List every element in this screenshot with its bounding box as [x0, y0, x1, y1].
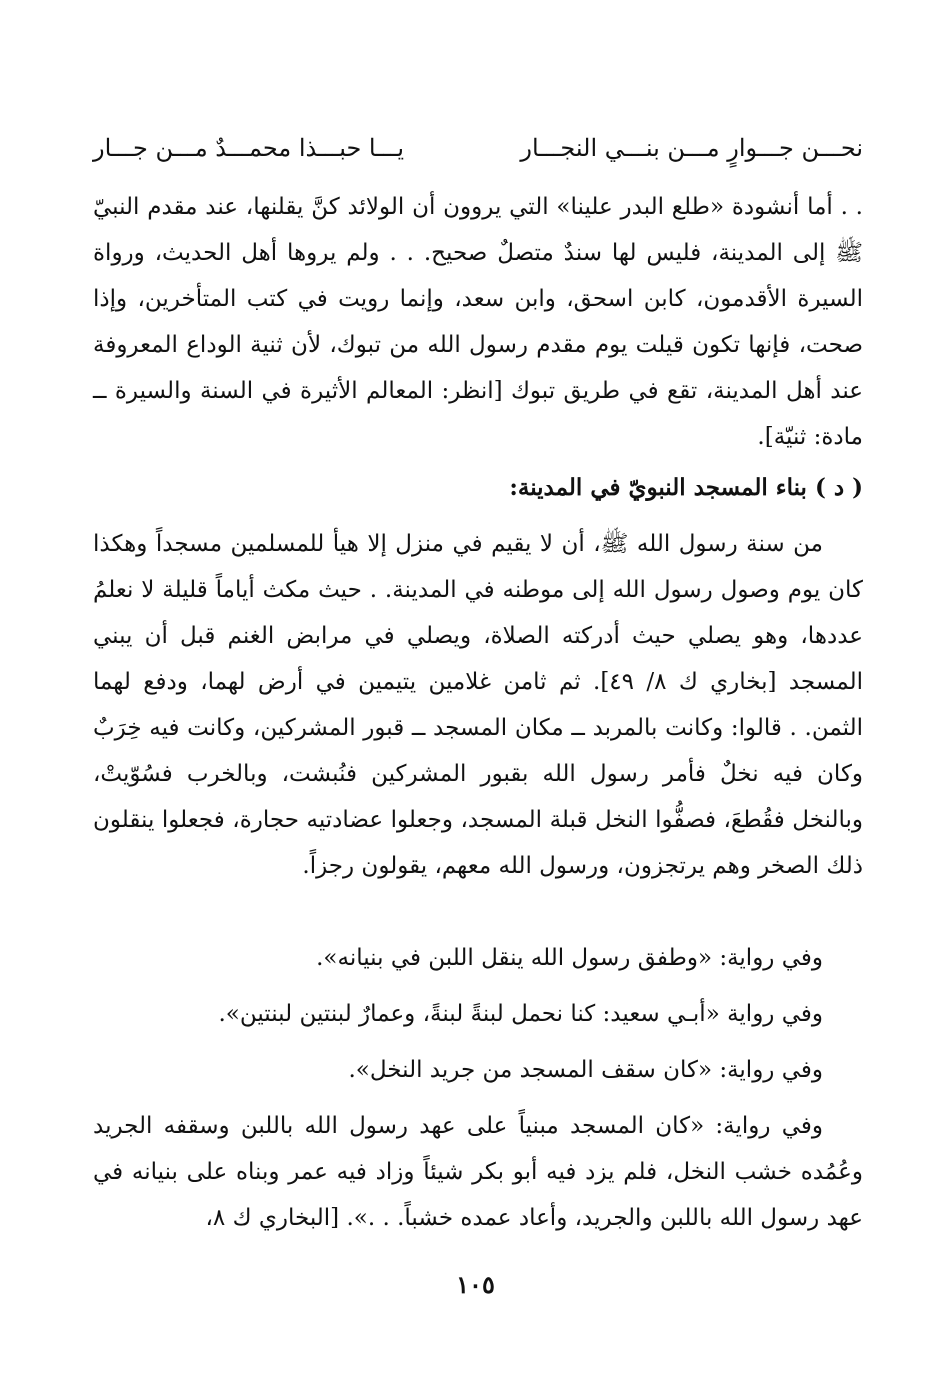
poem-verse: [93, 125, 863, 171]
verse-second-hemistich: يـــا حبـــذا محمـــدٌ مـــن جـــار: [93, 134, 405, 162]
narration-line: وفي رواية: «كان سقف المسجد من جريد النخل».: [348, 1057, 823, 1083]
narration-line: وفي رواية: «وطفق رسول الله ينقل اللبن في بنيانه».: [316, 945, 823, 971]
verse-first-hemistich: نحـــن جـــوارٍ مـــن بنـــي النجـــار: [520, 134, 863, 162]
paragraph-tala-al-badr: . . أما أنشودة «طلع البدر علينا» التي يروون أن الولائد كنَّ يقلنها، عند مقدم النبيّ ﷺ إلى المدينة، فليس لها سندٌ متصلٌ صحيح. . . ولم يروها أهل الحديث، ورواة السيرة الأقدمون، كابن اسحق، وابن سعد، وإنما رويت في كتب المتأخرين، وإذا صحت، فإنها تكون قيلت يوم مقدم رسول الله من تبوك، لأن ثنية الوداع المعروفة عند أهل المدينة، تقع في طريق تبوك [انظر: المعالم الأثيرة في السنة والسيرة ــ مادة: ثنيّة].: [93, 194, 863, 450]
section-heading: ( د ) بناء المسجد النبويّ في المدينة:: [509, 474, 863, 501]
paragraph-mosque-building: من سنة رسول الله ﷺ، أن لا يقيم في منزل إلا هيأ للمسلمين مسجداً وهكذا كان يوم وصول رسول الله إلى موطنه في المدينة. . حيث مكث أياماً قليلة لا نعلمُ عددها، وهو يصلي حيث أدركته الصلاة، ويصلي في مرابض الغنم قبل أن يبني المسجد [بخاري ك ٨/ ٤٩]. ثم ثامن غلامين يتيمين في أرض لهما، ودفع لهما الثمن. . قالوا: وكانت بالمربد ــ مكان المسجد ــ قبور المشركين، وكانت فيه خِرَبٌ وكان فيه نخلٌ فأمر رسول الله بقبور المشركين فنُبشت، وبالخرب فسُوّيتْ، وبالنخل فقُطعَ، فصفُّوا النخل قبلة المسجد، وجعلوا عضادتيه حجارة، فجعلوا ينقلون ذلك الصخر وهم يرتجزون، ورسول الله معهم، يقولون رجزاً.: [93, 531, 863, 879]
page-number: ١٠٥: [456, 1270, 495, 1299]
paragraph-mosque-structure: وفي رواية: «كان المسجد مبنياً على عهد رسول الله باللبن وسقفه الجريد وعُمُده خشب النخل، فلم يزد فيه أبو بكر شيئاً وزاد فيه عمر وبناه على بنيانه في عهد رسول الله باللبن والجريد، وأعاد عمده خشباً. . .». [البخاري ك ٨،: [93, 1113, 863, 1231]
narration-line: وفي رواية «أبـي سعيد: كنا نحمل لبنةً لبنةً، وعمارٌ لبنتين لبنتين».: [218, 1001, 823, 1027]
